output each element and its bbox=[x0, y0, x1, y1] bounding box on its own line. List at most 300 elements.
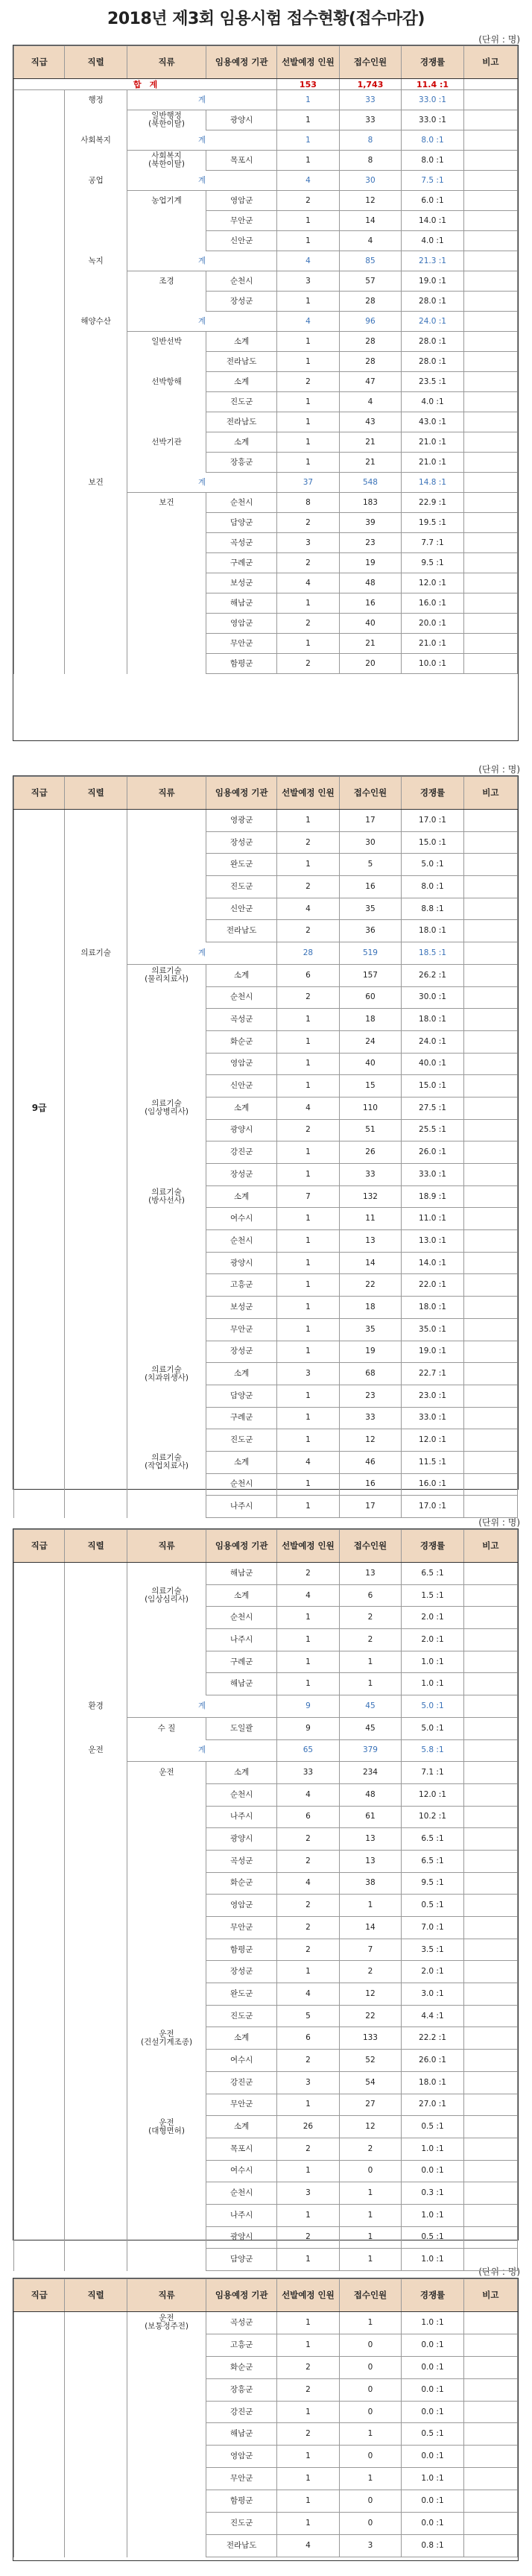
cell-series bbox=[65, 1806, 127, 1828]
table-row bbox=[14, 573, 518, 593]
table-row bbox=[14, 191, 518, 211]
cell-class bbox=[127, 2378, 206, 2401]
cell-class: 의료기술 (방사선사) bbox=[127, 1185, 206, 1208]
cell-applicants: 12 bbox=[339, 2116, 402, 2138]
cell-applicants: 12 bbox=[339, 1429, 402, 1452]
cell-class bbox=[127, 412, 206, 432]
cell-applicants: 1 bbox=[339, 1651, 402, 1673]
cell-agency: 구례군 bbox=[206, 1651, 277, 1673]
cell-planned: 1 bbox=[277, 352, 340, 372]
table-section-1 bbox=[13, 45, 519, 741]
cell-agency: 나주시 bbox=[206, 2204, 277, 2226]
table-section-4 bbox=[13, 2278, 519, 2561]
cell-class bbox=[127, 553, 206, 573]
cell-ratio: 15.0 :1 bbox=[402, 1075, 464, 1098]
table-row bbox=[14, 1341, 518, 1363]
total-row bbox=[14, 79, 518, 90]
cell-applicants: 28 bbox=[339, 332, 402, 352]
cell-agency: 곡성군 bbox=[206, 1009, 277, 1031]
cell-applicants: 21 bbox=[339, 453, 402, 473]
cell-class: 의료기술 (치과위생사) bbox=[127, 1363, 206, 1385]
cell-grade bbox=[14, 1252, 65, 1274]
cell-applicants: 35 bbox=[339, 898, 402, 920]
header-planned: 선발예정 인원 bbox=[277, 2279, 340, 2312]
cell-note bbox=[463, 1097, 517, 1119]
table-row bbox=[14, 372, 518, 392]
cell-grade bbox=[14, 191, 65, 211]
cell-planned: 4 bbox=[277, 1097, 340, 1119]
cell-note bbox=[463, 171, 517, 191]
header-ratio: 경쟁률 bbox=[402, 777, 464, 810]
header-jikryeol: 직렬 bbox=[65, 2279, 127, 2312]
cell-agency: 곡성군 bbox=[206, 1850, 277, 1872]
table-row bbox=[14, 432, 518, 453]
cell-grade bbox=[14, 2226, 65, 2249]
cell-series bbox=[65, 2513, 127, 2535]
cell-class bbox=[127, 2138, 206, 2160]
cell-applicants: 0 bbox=[339, 2490, 402, 2513]
cell-ratio: 11.5 :1 bbox=[402, 1451, 464, 1473]
header-applicants: 접수인원 bbox=[339, 2279, 402, 2312]
cell-series bbox=[65, 1451, 127, 1473]
cell-note bbox=[463, 352, 517, 372]
cell-class bbox=[127, 898, 206, 920]
cell-class bbox=[127, 2490, 206, 2513]
cell-class bbox=[127, 1607, 206, 1629]
cell-agency: 나주시 bbox=[206, 1806, 277, 1828]
cell-ratio: 11.0 :1 bbox=[402, 1208, 464, 1230]
table-row bbox=[14, 1252, 518, 1274]
cell-agency: 화순군 bbox=[206, 2356, 277, 2378]
cell-ratio: 27.5 :1 bbox=[402, 1097, 464, 1119]
cell-series bbox=[65, 1473, 127, 1496]
cell-ratio: 24.0 :1 bbox=[402, 1030, 464, 1053]
cell-note bbox=[463, 1451, 517, 1473]
cell-grade bbox=[14, 1429, 65, 1452]
cell-planned: 2 bbox=[277, 191, 340, 211]
header-note: 비고 bbox=[463, 46, 517, 79]
header-applicants: 접수인원 bbox=[339, 46, 402, 79]
cell-class bbox=[127, 211, 206, 231]
cell-note bbox=[463, 130, 517, 151]
cell-series bbox=[65, 1717, 127, 1739]
cell-applicants: 2 bbox=[339, 1629, 402, 1651]
cell-agency: 무안군 bbox=[206, 2094, 277, 2116]
cell-applicants: 157 bbox=[339, 964, 402, 986]
cell-class bbox=[127, 1895, 206, 1917]
cell-series bbox=[65, 2182, 127, 2205]
cell-series bbox=[65, 1828, 127, 1851]
cell-planned: 8 bbox=[277, 493, 340, 513]
cell-class bbox=[127, 352, 206, 372]
cell-series bbox=[65, 1119, 127, 1141]
cell-class bbox=[127, 1252, 206, 1274]
cell-ratio: 8.0 :1 bbox=[402, 130, 464, 151]
table-row bbox=[14, 1141, 518, 1164]
cell-planned: 1 bbox=[277, 1053, 340, 1075]
cell-grade bbox=[14, 211, 65, 231]
table-row bbox=[14, 2050, 518, 2072]
cell-applicants: 0 bbox=[339, 2356, 402, 2378]
cell-agency: 순천시 bbox=[206, 1230, 277, 1253]
cell-agency: 장흥군 bbox=[206, 453, 277, 473]
cell-applicants: 43 bbox=[339, 412, 402, 432]
table-row bbox=[14, 2513, 518, 2535]
cell-grade bbox=[14, 1584, 65, 1607]
cell-note bbox=[463, 1141, 517, 1164]
cell-planned: 1 bbox=[277, 1318, 340, 1341]
cell-grade bbox=[14, 1164, 65, 1186]
cell-planned: 4 bbox=[277, 171, 340, 191]
cell-grade bbox=[14, 2160, 65, 2182]
cell-class: 운전 (건설기계조종) bbox=[127, 2027, 206, 2050]
cell-series bbox=[65, 1783, 127, 1806]
table-row bbox=[14, 513, 518, 533]
cell-applicants: 96 bbox=[339, 312, 402, 332]
cell-class bbox=[127, 2071, 206, 2094]
cell-class bbox=[127, 1673, 206, 1695]
cell-grade bbox=[14, 392, 65, 412]
cell-grade bbox=[14, 110, 65, 130]
cell-note bbox=[463, 1341, 517, 1363]
table-row bbox=[14, 1119, 518, 1141]
cell-note bbox=[463, 533, 517, 553]
cell-note bbox=[463, 2027, 517, 2050]
table-row bbox=[14, 1895, 518, 1917]
cell-note bbox=[463, 1363, 517, 1385]
header-row bbox=[14, 2279, 518, 2312]
cell-agency: 보성군 bbox=[206, 573, 277, 593]
cell-planned: 1 bbox=[277, 412, 340, 432]
cell-grade bbox=[14, 1629, 65, 1651]
table-row bbox=[14, 2160, 518, 2182]
cell-ratio: 28.0 :1 bbox=[402, 352, 464, 372]
cell-agency: 여수시 bbox=[206, 1208, 277, 1230]
table-row bbox=[14, 1230, 518, 1253]
cell-planned: 1 bbox=[277, 2334, 340, 2356]
cell-ratio: 14.0 :1 bbox=[402, 211, 464, 231]
table-row bbox=[14, 942, 518, 965]
cell-note bbox=[463, 1385, 517, 1407]
cell-note bbox=[463, 90, 517, 110]
cell-applicants: 40 bbox=[339, 1053, 402, 1075]
cell-class: 수 질 bbox=[127, 1717, 206, 1739]
cell-planned: 2 bbox=[277, 2378, 340, 2401]
cell-planned: 1 bbox=[277, 1607, 340, 1629]
cell-grade bbox=[14, 2071, 65, 2094]
cell-series bbox=[65, 1164, 127, 1186]
cell-grade bbox=[14, 1230, 65, 1253]
cell-class bbox=[127, 1429, 206, 1452]
cell-ratio: 9.5 :1 bbox=[402, 1872, 464, 1895]
cell-series bbox=[65, 1939, 127, 1961]
cell-planned: 2 bbox=[277, 513, 340, 533]
cell-grade bbox=[14, 964, 65, 986]
cell-series: 공업 bbox=[65, 171, 127, 191]
cell-subtotal-label: 계 bbox=[127, 1695, 276, 1718]
cell-note bbox=[463, 593, 517, 614]
cell-class bbox=[127, 1939, 206, 1961]
cell-series bbox=[65, 513, 127, 533]
cell-applicants: 183 bbox=[339, 493, 402, 513]
cell-ratio: 16.0 :1 bbox=[402, 1473, 464, 1496]
cell-applicants: 51 bbox=[339, 1119, 402, 1141]
cell-agency: 진도군 bbox=[206, 2513, 277, 2535]
table-row bbox=[14, 2027, 518, 2050]
cell-note bbox=[463, 1075, 517, 1098]
cell-ratio: 1.0 :1 bbox=[402, 1673, 464, 1695]
cell-grade bbox=[14, 2423, 65, 2446]
cell-planned: 2 bbox=[277, 831, 340, 854]
cell-series: 의료기술 bbox=[65, 942, 127, 965]
cell-grade bbox=[14, 1806, 65, 1828]
cell-agency: 소계 bbox=[206, 964, 277, 986]
cell-agency: 도일괄 bbox=[206, 1717, 277, 1739]
cell-grade bbox=[14, 1939, 65, 1961]
cell-ratio: 6.0 :1 bbox=[402, 191, 464, 211]
cell-planned: 3 bbox=[277, 2182, 340, 2205]
cell-grade bbox=[14, 1739, 65, 1762]
cell-planned: 1 bbox=[277, 1274, 340, 1297]
cell-agency: 나주시 bbox=[206, 1496, 277, 1518]
cell-series bbox=[65, 854, 127, 876]
unit-label: (단위 : 명) bbox=[478, 2267, 520, 2277]
cell-grade bbox=[14, 2446, 65, 2468]
cell-applicants: 17 bbox=[339, 1496, 402, 1518]
cell-grade bbox=[14, 2249, 65, 2271]
cell-applicants: 85 bbox=[339, 251, 402, 271]
cell-note bbox=[463, 831, 517, 854]
cell-series bbox=[65, 831, 127, 854]
cell-agency: 장성군 bbox=[206, 831, 277, 854]
table-row bbox=[14, 1009, 518, 1031]
header-row bbox=[14, 1530, 518, 1563]
cell-class bbox=[127, 1563, 206, 1585]
cell-agency: 고흥군 bbox=[206, 2334, 277, 2356]
cell-planned: 2 bbox=[277, 2050, 340, 2072]
cell-ratio: 15.0 :1 bbox=[402, 831, 464, 854]
cell-class bbox=[127, 2005, 206, 2027]
cell-agency: 소계 bbox=[206, 332, 277, 352]
cell-planned: 5 bbox=[277, 2005, 340, 2027]
header-note: 비고 bbox=[463, 1530, 517, 1563]
cell-class: 일반선박 bbox=[127, 332, 206, 352]
cell-applicants: 0 bbox=[339, 2446, 402, 2468]
cell-applicants: 40 bbox=[339, 614, 402, 634]
cell-agency: 영암군 bbox=[206, 1895, 277, 1917]
cell-planned: 2 bbox=[277, 553, 340, 573]
cell-grade bbox=[14, 1607, 65, 1629]
cell-series bbox=[65, 573, 127, 593]
cell-planned: 2 bbox=[277, 2356, 340, 2378]
cell-grade bbox=[14, 1363, 65, 1385]
cell-ratio: 6.5 :1 bbox=[402, 1828, 464, 1851]
cell-planned: 4 bbox=[277, 1983, 340, 2006]
cell-series bbox=[65, 593, 127, 614]
cell-series bbox=[65, 2071, 127, 2094]
cell-class: 선박항해 bbox=[127, 372, 206, 392]
cell-planned: 28 bbox=[277, 942, 340, 965]
cell-series: 보건 bbox=[65, 473, 127, 493]
cell-applicants: 45 bbox=[339, 1695, 402, 1718]
cell-agency: 함평군 bbox=[206, 654, 277, 674]
cell-series: 녹지 bbox=[65, 251, 127, 271]
cell-grade bbox=[14, 493, 65, 513]
cell-class bbox=[127, 2401, 206, 2423]
cell-ratio: 19.5 :1 bbox=[402, 513, 464, 533]
cell-grade bbox=[14, 1895, 65, 1917]
cell-applicants: 11 bbox=[339, 1208, 402, 1230]
cell-series bbox=[65, 2312, 127, 2334]
table-row bbox=[14, 533, 518, 553]
cell-series bbox=[65, 1762, 127, 1784]
cell-note bbox=[463, 473, 517, 493]
cell-class bbox=[127, 1030, 206, 1053]
cell-ratio: 0.0 :1 bbox=[402, 2356, 464, 2378]
cell-ratio: 33.0 :1 bbox=[402, 110, 464, 130]
cell-ratio: 12.0 :1 bbox=[402, 1429, 464, 1452]
cell-grade bbox=[14, 1075, 65, 1098]
cell-series bbox=[65, 1629, 127, 1651]
cell-ratio: 43.0 :1 bbox=[402, 412, 464, 432]
cell-planned: 7 bbox=[277, 1185, 340, 1208]
cell-agency: 장흥군 bbox=[206, 2378, 277, 2401]
cell-series bbox=[65, 1850, 127, 1872]
cell-class bbox=[127, 1141, 206, 1164]
cell-note bbox=[463, 2446, 517, 2468]
cell-grade bbox=[14, 593, 65, 614]
cell-planned: 4 bbox=[277, 2534, 340, 2557]
cell-ratio: 4.4 :1 bbox=[402, 2005, 464, 2027]
cell-applicants: 13 bbox=[339, 1230, 402, 1253]
cell-agency: 영암군 bbox=[206, 191, 277, 211]
cell-note bbox=[463, 2116, 517, 2138]
header-jikryeol: 직렬 bbox=[65, 46, 127, 79]
cell-grade bbox=[14, 1030, 65, 1053]
cell-applicants: 379 bbox=[339, 1739, 402, 1762]
cell-applicants: 1 bbox=[339, 2226, 402, 2249]
cell-class bbox=[127, 2468, 206, 2490]
cell-applicants: 14 bbox=[339, 1917, 402, 1939]
cell-ratio: 3.5 :1 bbox=[402, 1939, 464, 1961]
cell-grade bbox=[14, 1318, 65, 1341]
cell-series bbox=[65, 1584, 127, 1607]
header-jikryu: 직류 bbox=[127, 46, 206, 79]
cell-agency: 무안군 bbox=[206, 1318, 277, 1341]
cell-series bbox=[65, 352, 127, 372]
cell-class bbox=[127, 2050, 206, 2072]
cell-note bbox=[463, 876, 517, 898]
cell-grade bbox=[14, 1917, 65, 1939]
table-row bbox=[14, 453, 518, 473]
cell-ratio: 33.0 :1 bbox=[402, 1407, 464, 1429]
cell-agency: 전라남도 bbox=[206, 412, 277, 432]
cell-series bbox=[65, 1208, 127, 1230]
cell-class bbox=[127, 2446, 206, 2468]
cell-class bbox=[127, 1917, 206, 1939]
cell-subtotal-label: 계 bbox=[127, 1739, 276, 1762]
cell-applicants: 18 bbox=[339, 1297, 402, 1319]
cell-planned: 65 bbox=[277, 1739, 340, 1762]
cell-ratio: 35.0 :1 bbox=[402, 1318, 464, 1341]
cell-class bbox=[127, 1806, 206, 1828]
cell-applicants: 33 bbox=[339, 1407, 402, 1429]
cell-planned: 1 bbox=[277, 854, 340, 876]
cell-planned: 1 bbox=[277, 2094, 340, 2116]
cell-applicants: 2 bbox=[339, 2138, 402, 2160]
table-row bbox=[14, 2312, 518, 2334]
cell-class bbox=[127, 2249, 206, 2271]
cell-note bbox=[463, 271, 517, 292]
data-table bbox=[13, 776, 518, 1518]
cell-agency: 영광군 bbox=[206, 810, 277, 832]
cell-grade bbox=[14, 2027, 65, 2050]
cell-planned: 1 bbox=[277, 453, 340, 473]
cell-class bbox=[127, 513, 206, 533]
cell-ratio: 4.0 :1 bbox=[402, 392, 464, 412]
cell-note bbox=[463, 1961, 517, 1983]
cell-planned: 2 bbox=[277, 1917, 340, 1939]
cell-series bbox=[65, 2401, 127, 2423]
cell-note bbox=[463, 2423, 517, 2446]
cell-class bbox=[127, 453, 206, 473]
cell-grade bbox=[14, 2312, 65, 2334]
total-note bbox=[463, 79, 517, 90]
cell-grade bbox=[14, 453, 65, 473]
cell-grade bbox=[14, 573, 65, 593]
table-row bbox=[14, 412, 518, 432]
cell-grade bbox=[14, 473, 65, 493]
cell-series bbox=[65, 2116, 127, 2138]
cell-applicants: 1 bbox=[339, 2468, 402, 2490]
cell-applicants: 48 bbox=[339, 1783, 402, 1806]
cell-class bbox=[127, 1318, 206, 1341]
cell-applicants: 12 bbox=[339, 1983, 402, 2006]
cell-note bbox=[463, 453, 517, 473]
table-row bbox=[14, 211, 518, 231]
cell-class bbox=[127, 1407, 206, 1429]
cell-class bbox=[127, 876, 206, 898]
cell-planned: 1 bbox=[277, 231, 340, 251]
cell-grade bbox=[14, 1274, 65, 1297]
cell-applicants: 234 bbox=[339, 1762, 402, 1784]
cell-class: 의료기술 (물리치료사) bbox=[127, 964, 206, 986]
cell-note bbox=[463, 810, 517, 832]
cell-ratio: 26.0 :1 bbox=[402, 2050, 464, 2072]
cell-grade bbox=[14, 1563, 65, 1585]
cell-agency: 무안군 bbox=[206, 634, 277, 654]
cell-planned: 1 bbox=[277, 1407, 340, 1429]
cell-series bbox=[65, 2249, 127, 2271]
cell-agency: 순천시 bbox=[206, 986, 277, 1009]
cell-planned: 3 bbox=[277, 1363, 340, 1385]
cell-series bbox=[65, 1274, 127, 1297]
cell-planned: 1 bbox=[277, 2468, 340, 2490]
cell-agency: 목포시 bbox=[206, 151, 277, 171]
cell-series bbox=[65, 1341, 127, 1363]
cell-ratio: 0.5 :1 bbox=[402, 2226, 464, 2249]
cell-agency: 광양시 bbox=[206, 1119, 277, 1141]
cell-applicants: 47 bbox=[339, 372, 402, 392]
cell-agency: 전라남도 bbox=[206, 352, 277, 372]
cell-applicants: 19 bbox=[339, 1341, 402, 1363]
cell-note bbox=[463, 2401, 517, 2423]
cell-class: 운전 bbox=[127, 1762, 206, 1784]
cell-planned: 2 bbox=[277, 1828, 340, 1851]
table-row bbox=[14, 2094, 518, 2116]
table-row bbox=[14, 920, 518, 942]
cell-class bbox=[127, 920, 206, 942]
